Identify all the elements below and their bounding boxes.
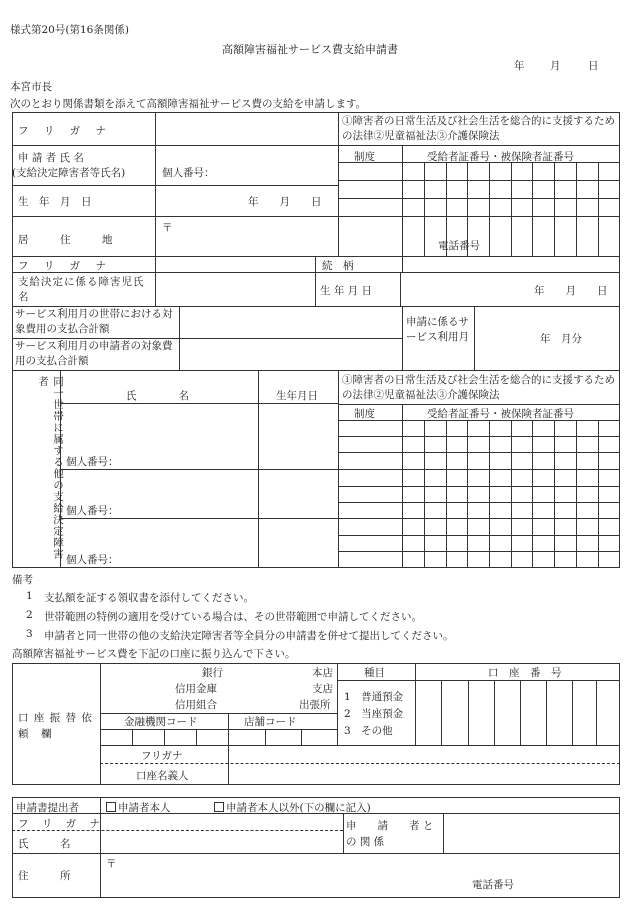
account-number-label: 口 座 番 号 bbox=[488, 667, 562, 679]
date-month: 月 bbox=[550, 60, 561, 72]
bank-intro: 高額障害福祉サービス費を下記の口座に振り込んで下さい。 bbox=[12, 648, 296, 660]
submitter-furigana-label: フ リ ガ ナ bbox=[18, 818, 106, 830]
branch-code-label: 店舗コード bbox=[244, 716, 297, 728]
bank-type-1: 銀行 bbox=[202, 667, 223, 679]
remark-1-text: 支払額を証する領収書を添付してください。 bbox=[44, 592, 254, 604]
household-col-birth: 生年月日 bbox=[276, 390, 318, 402]
address-postal-mark: 〒 bbox=[162, 222, 173, 234]
submitter-address-label: 住 所 bbox=[18, 870, 71, 882]
submitter-name-label: 氏 名 bbox=[18, 838, 71, 850]
bank-type-3: 信用組合 bbox=[175, 699, 217, 711]
submitter-option-self[interactable] bbox=[106, 800, 171, 815]
submitter-label: 申請書提出者 bbox=[16, 802, 79, 814]
service-month-value: 年 月分 bbox=[540, 333, 582, 345]
remark-3-text: 申請者と同一世帯の他の支給決定障害者等全員分の申請書を併せて提出してください。 bbox=[44, 630, 454, 642]
child-relation-label: 続 柄 bbox=[322, 260, 354, 272]
branch-type-2: 支店 bbox=[312, 683, 333, 695]
form-number: 様式第20号(第16条関係) bbox=[10, 24, 129, 36]
addressee: 本宮市長 bbox=[10, 81, 52, 93]
law-note-upper: ①障害者の日常生活及び社会生活を総合的に支援するための法律②児童福祉法③介護保険法 bbox=[342, 115, 615, 142]
checkbox-self[interactable] bbox=[106, 802, 116, 812]
child-birth-label: 生 年 月 日 bbox=[320, 285, 373, 297]
applicant-my-number-label: 個人番号： bbox=[162, 167, 215, 179]
checkbox-other[interactable] bbox=[214, 802, 224, 812]
remark-2-no: 2 bbox=[26, 609, 33, 621]
account-type-1: 1 普通預金 bbox=[344, 691, 404, 703]
applicant-birth-label: 生 年 月 日 bbox=[18, 196, 92, 208]
bank-furigana-label: フリガナ bbox=[141, 750, 183, 762]
child-name-label: 支給決定に係る障害児氏名 bbox=[18, 276, 145, 303]
address-label: 居 住 地 bbox=[18, 234, 113, 246]
branch-type-3: 出張所 bbox=[299, 699, 331, 711]
child-birth-ymd: 年 月 日 bbox=[534, 285, 608, 297]
remark-1-no: 1 bbox=[26, 590, 33, 602]
submitter-relation-label: 申 請 者 と の 関 係 bbox=[346, 820, 434, 848]
remark-2-text: 世帯範囲の特例の適用を受けている場合は、その世帯範囲で申請してください。 bbox=[44, 611, 422, 623]
intro-text: 次のとおり関係書類を添えて高額障害福祉サービス費の支給を申請します。 bbox=[10, 98, 367, 110]
member1-my-number: 個人番号： bbox=[66, 456, 119, 468]
bank-type-2: 信用金庫 bbox=[175, 683, 217, 695]
service-month-label: 申請に係るサービス利用月 bbox=[406, 316, 469, 343]
account-holder-label: 口座名義人 bbox=[136, 770, 189, 782]
applicant-name-label: 申 請 者 氏 名 bbox=[18, 152, 84, 164]
account-type-3: 3 その他 bbox=[344, 725, 393, 737]
submitter-phone-label: 電話番号 bbox=[472, 879, 514, 891]
member2-my-number: 個人番号： bbox=[66, 505, 119, 517]
law-note-lower: ①障害者の日常生活及び社会生活を総合的に支援するための法律②児童福祉法③介護保険法 bbox=[342, 374, 615, 401]
member3-my-number: 個人番号： bbox=[66, 554, 119, 566]
applicant-birth-ymd: 年 月 日 bbox=[248, 196, 322, 208]
date-day: 日 bbox=[588, 60, 599, 72]
child-furigana-label: フ リ ガ ナ bbox=[18, 260, 113, 272]
applicant-furigana-label: フ リ ガ ナ bbox=[18, 125, 113, 137]
remarks-heading: 備考 bbox=[12, 574, 33, 586]
household-side-label: 同一世帯に属する他の支給決定障害者 bbox=[37, 376, 64, 560]
household-col-name: 氏 名 bbox=[126, 390, 189, 402]
date-year: 年 bbox=[514, 60, 525, 72]
col-cert-lower: 受給者証番号・被保険者証番号 bbox=[427, 408, 574, 420]
form-title: 高額障害福祉サービス費支給申請書 bbox=[222, 43, 398, 56]
applicant-name-sub-label: (支給決定障害者等氏名) bbox=[12, 167, 126, 179]
address-phone-label: 電話番号 bbox=[438, 240, 480, 252]
account-type-label: 種目 bbox=[364, 667, 385, 679]
submitter-postal-mark: 〒 bbox=[106, 858, 117, 870]
col-system-lower: 制度 bbox=[354, 408, 375, 420]
account-type-2: 2 当座預金 bbox=[344, 708, 404, 720]
bank-label: 口 座 振 替 依 頼 欄 bbox=[18, 712, 105, 740]
total-household-label: サービス利用月の世帯における対象費用の支払合計額 bbox=[15, 308, 173, 335]
col-system-upper: 制度 bbox=[354, 151, 375, 163]
bank-code-label: 金融機関コード bbox=[124, 716, 198, 728]
col-cert-upper: 受給者証番号・被保険者証番号 bbox=[427, 151, 574, 163]
submitter-option-self-label: 申請者本人 bbox=[118, 802, 171, 814]
submitter-option-other-label: 申請者本人以外(下の欄に記入) bbox=[226, 802, 371, 814]
submitter-option-other[interactable] bbox=[214, 800, 371, 815]
branch-type-1: 本店 bbox=[312, 667, 333, 679]
remark-3-no: 3 bbox=[26, 628, 33, 640]
total-applicant-label: サービス利用月の申請者の対象費用の支払合計額 bbox=[15, 340, 173, 367]
